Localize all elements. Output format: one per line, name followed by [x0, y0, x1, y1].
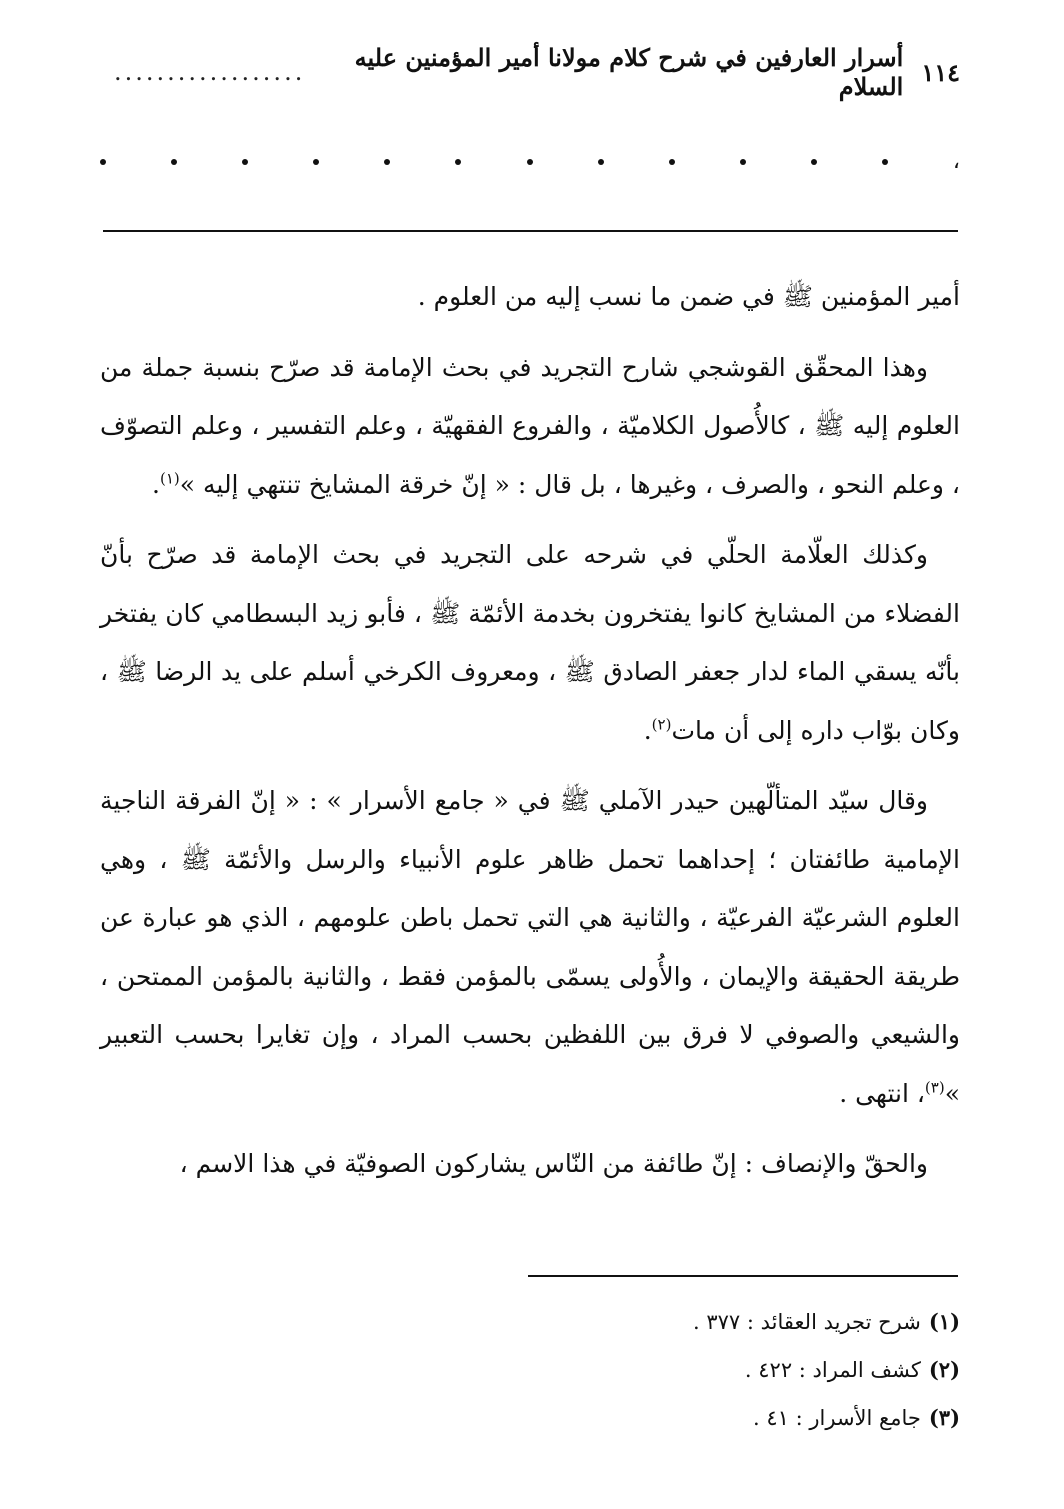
footnote-2-text: كشف المراد : ٤٢٢ . — [744, 1358, 921, 1382]
footnote-rule — [528, 1275, 958, 1277]
ellipsis-dot — [242, 159, 248, 165]
footnote-ref-3: (٣) — [924, 1078, 945, 1097]
footnote-ref-1: (١) — [159, 469, 180, 488]
paragraph-4 — [100, 772, 960, 1123]
ellipsis-dot — [171, 159, 177, 165]
ellipsis-dot — [100, 159, 106, 165]
paragraph-4-end: ، انتهى . — [839, 1078, 925, 1108]
paragraph-1-text: أمير المؤمنين ﷺ في ضمن ما نسب إليه من العلوم . — [417, 282, 960, 311]
footnotes — [500, 1298, 960, 1442]
footnote-2-number: (٢) — [928, 1357, 960, 1382]
ellipsis-dot — [882, 159, 888, 165]
main-text — [100, 268, 960, 1206]
ellipsis-dot — [740, 159, 746, 165]
header-rule — [103, 230, 958, 232]
ellipsis-dot — [313, 159, 319, 165]
footnote-3-text: جامع الأسرار : ٤١ . — [753, 1406, 921, 1430]
header-leader-dots: .................. — [114, 58, 306, 86]
paragraph-2-end: . — [152, 469, 160, 499]
ellipsis-dots-row — [100, 149, 960, 174]
ellipsis-dot — [811, 159, 817, 165]
paragraph-3-text: وكذلك العلّامة الحلّي في شرحه على التجريد في بحث الإمامة قد صرّح بأنّ الفضلاء من المشايخ كانوا يفتخرون بخدمة الأئمّة ﷺ ، فأبو زيد البسطامي كان يفتخر بأنّه يسقي الماء لدار جعفر الصادق ﷺ ، ومعروف الكرخي أسلم على يد الرضا ﷺ ، وكان بوّاب داره إلى أن مات — [100, 540, 960, 745]
ellipsis-dot — [598, 159, 604, 165]
ellipsis-dot — [669, 159, 675, 165]
ellipsis-dot — [384, 159, 390, 165]
footnote-3 — [500, 1394, 960, 1442]
footnote-1 — [500, 1298, 960, 1346]
ellipsis-dot — [455, 159, 461, 165]
paragraph-2-text: وهذا المحقّق القوشجي شارح التجريد في بحث الإمامة قد صرّح بنسبة جملة من العلوم إليه ﷺ ، كالأُصول الكلاميّة ، والفروع الفقهيّة ، وعلم التفسير ، وعلم التصوّف ، وعلم النحو ، والصرف ، وغيرها ، بل قال : « إنّ خرقة المشايخ تنتهي إليه » — [100, 352, 960, 499]
paragraph-2 — [100, 339, 960, 515]
running-header — [100, 43, 960, 101]
paragraph-3-end: . — [643, 715, 652, 745]
footnote-2 — [500, 1346, 960, 1394]
footnote-3-number: (٣) — [928, 1405, 960, 1430]
header-title: أسرار العارفين في شرح كلام مولانا أمير المؤمنين عليه السلام — [354, 43, 904, 101]
ellipsis-dot — [527, 159, 533, 165]
paragraph-5 — [100, 1135, 960, 1194]
footnote-1-number: (١) — [928, 1309, 960, 1334]
footnote-ref-2: (٢) — [651, 715, 672, 734]
ellipsis-comma: ، — [952, 149, 960, 174]
paragraph-3 — [100, 526, 960, 760]
paragraph-5-text: والحقّ والإنصاف : إنّ طائفة من النّاس يشاركون الصوفيّة في هذا الاسم ، — [179, 1149, 928, 1178]
paragraph-4-text: وقال سيّد المتألّهين حيدر الآملي ﷺ في « جامع الأسرار » : « إنّ الفرقة الناجية الإمامية طائفتان ؛ إحداهما تحمل ظاهر علوم الأنبياء والرسل والأئمّة ﷺ ، وهي العلوم الشرعيّة الفرعيّة ، والثانية هي التي تحمل باطن علومهم ، الذي هو عبارة عن طريقة الحقيقة والإيمان ، والأُولى يسمّى بالمؤمن فقط ، والثانية بالمؤمن الممتحن ، والشيعي والصوفي لا فرق بين اللفظين بحسب المراد ، وإن تغايرا بحسب التعبير » — [100, 786, 960, 1108]
footnote-1-text: شرح تجريد العقائد : ٣٧٧ . — [693, 1310, 921, 1334]
page-number: ١١٤ — [921, 57, 960, 87]
paragraph-1 — [100, 268, 960, 327]
